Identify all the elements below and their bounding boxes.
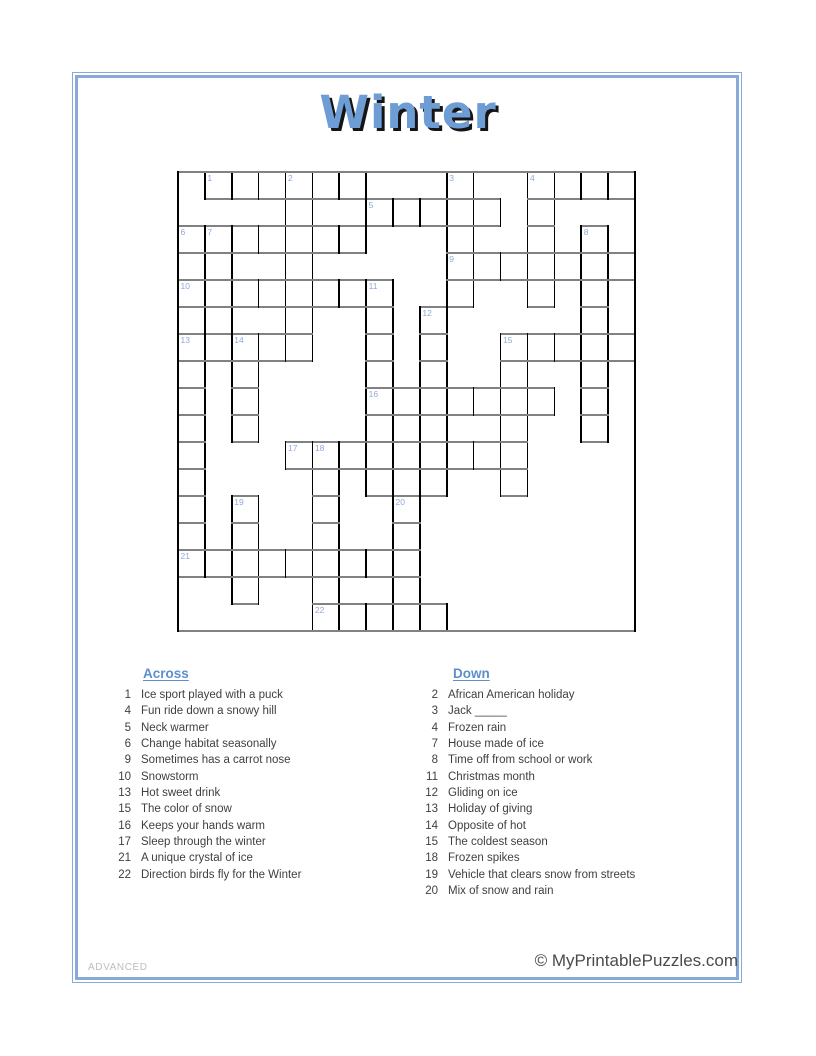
clue-text: Keeps your hands warm <box>141 819 266 832</box>
cell-number: 12 <box>422 307 432 318</box>
across-clue-row <box>105 785 405 801</box>
grid-line-v <box>177 171 179 632</box>
grid-line-v <box>607 171 609 200</box>
grid-line-v <box>365 549 367 578</box>
across-clue-list <box>105 687 405 883</box>
grid-line-h <box>177 576 205 578</box>
grid-line-h <box>285 252 313 254</box>
across-clue-row <box>105 818 405 834</box>
grid-line-v <box>258 225 260 254</box>
grid-line-v <box>258 279 260 308</box>
clue-number: 15 <box>118 803 131 816</box>
across-clue-row <box>105 752 405 768</box>
grid-line-h <box>365 495 393 497</box>
grid-line-h <box>365 306 393 308</box>
clue-text: A unique crystal of ice <box>141 852 253 865</box>
grid-line-h <box>231 603 259 605</box>
grid-line-v <box>554 171 556 308</box>
grid-line-h <box>527 306 555 308</box>
clue-number: 12 <box>425 787 438 800</box>
clue-number: 6 <box>124 738 131 751</box>
clue-text: Frozen rain <box>448 721 507 734</box>
grid-line-h <box>177 495 205 497</box>
clue-text: Sometimes has a carrot nose <box>141 754 291 767</box>
grid-line-v <box>338 279 340 308</box>
grid-line-h <box>419 333 447 335</box>
clue-number: 22 <box>118 868 131 881</box>
grid-line-h <box>177 549 421 551</box>
word-box-down <box>527 172 554 307</box>
grid-line-h <box>446 225 474 227</box>
grid-line-v <box>365 603 367 632</box>
clue-text: Jack _____ <box>448 705 507 718</box>
down-heading: Down <box>453 666 490 681</box>
cell-number: 6 <box>180 226 186 237</box>
grid-line-h <box>419 387 447 389</box>
down-clue-row <box>412 752 752 768</box>
cell-number: 16 <box>368 388 379 399</box>
clue-text: Snowstorm <box>141 770 199 783</box>
clue-number: 4 <box>124 705 131 718</box>
clue-number: 13 <box>425 803 438 816</box>
grid-line-v <box>392 495 394 632</box>
grid-line-v <box>446 171 448 308</box>
down-clue-row <box>412 834 752 850</box>
cell-number: 20 <box>395 496 405 507</box>
cell-number: 22 <box>314 604 325 615</box>
cell-number: 21 <box>180 550 190 561</box>
clue-number: 9 <box>124 754 131 767</box>
cell-number: 18 <box>314 442 325 453</box>
grid-line-v <box>365 198 367 227</box>
copyright-text: © MyPrintablePuzzles.com <box>534 951 738 970</box>
grid-line-h <box>527 279 555 281</box>
grid-line-h <box>392 549 420 551</box>
clue-number: 5 <box>124 721 131 734</box>
across-clue-row <box>105 801 405 817</box>
grid-line-v <box>473 441 475 470</box>
grid-line-h <box>204 333 232 335</box>
clue-number: 8 <box>431 754 438 767</box>
cell-number: 19 <box>234 496 244 507</box>
clue-text: Time off from school or work <box>448 754 593 767</box>
grid-line-v <box>446 603 448 632</box>
grid-line-h <box>580 306 608 308</box>
clue-text: The color of snow <box>141 803 232 816</box>
clue-number: 7 <box>431 738 438 751</box>
across-clue-row <box>105 867 405 883</box>
word-box-down <box>178 334 205 577</box>
cell-number: 15 <box>503 334 513 345</box>
clue-text: Frozen spikes <box>448 852 520 865</box>
difficulty-label: ADVANCED <box>88 962 148 973</box>
grid-line-h <box>285 225 313 227</box>
grid-line-h <box>365 468 393 470</box>
cell-number: 3 <box>449 172 455 183</box>
cell-number: 14 <box>234 334 244 345</box>
grid-line-h <box>527 252 555 254</box>
grid-line-h <box>580 279 608 281</box>
down-clue-row <box>412 883 752 899</box>
word-box-down <box>393 496 420 631</box>
grid-line-h <box>446 306 474 308</box>
grid-line-v <box>204 333 206 578</box>
word-box-down <box>205 226 232 361</box>
grid-line-h <box>580 360 608 362</box>
across-clue-row <box>105 834 405 850</box>
down-clue-row <box>412 703 752 719</box>
clue-text: Christmas month <box>448 770 535 783</box>
clue-number: 20 <box>425 885 438 898</box>
grid-line-v <box>365 171 367 200</box>
grid-line-v <box>634 171 636 632</box>
grid-line-h <box>177 468 205 470</box>
grid-line-v <box>392 198 394 227</box>
cell-number: 7 <box>207 226 213 237</box>
grid-line-h <box>285 198 313 200</box>
grid-line-h <box>419 441 447 443</box>
down-clue-row <box>412 818 752 834</box>
word-box-across <box>178 550 420 577</box>
down-clue-list <box>412 687 752 899</box>
grid-line-v <box>554 387 556 416</box>
grid-line-h <box>446 279 474 281</box>
cell-number: 8 <box>583 226 589 237</box>
grid-line-h <box>177 414 205 416</box>
clue-number: 10 <box>118 770 131 783</box>
grid-line-v <box>285 441 287 470</box>
grid-line-h <box>312 495 340 497</box>
down-clue-row <box>412 850 752 866</box>
word-box-across <box>366 199 500 226</box>
grid-line-h <box>312 549 340 551</box>
down-clue-row <box>412 867 752 883</box>
clue-number: 14 <box>425 819 438 832</box>
grid-line-h <box>365 333 393 335</box>
grid-line-h <box>392 603 420 605</box>
grid-line-h <box>365 414 393 416</box>
crossword-grid <box>178 172 636 632</box>
grid-line-h <box>177 387 205 389</box>
grid-line-h <box>177 522 205 524</box>
grid-line-v <box>338 171 340 200</box>
grid-line-h <box>527 198 555 200</box>
grid-line-h <box>580 414 608 416</box>
grid-line-h <box>500 441 528 443</box>
grid-line-h <box>231 387 259 389</box>
grid-line-v <box>204 171 206 200</box>
grid-line-h <box>177 630 636 632</box>
grid-line-h <box>392 576 420 578</box>
grid-line-h <box>365 441 393 443</box>
across-clue-row <box>105 720 405 736</box>
across-clue-row <box>105 769 405 785</box>
grid-line-h <box>285 306 313 308</box>
grid-line-h <box>231 576 259 578</box>
grid-line-v <box>285 549 287 578</box>
grid-line-h <box>204 360 232 362</box>
grid-line-h <box>285 279 313 281</box>
clue-number: 18 <box>425 852 438 865</box>
grid-line-h <box>231 549 259 551</box>
grid-line-h <box>580 252 608 254</box>
cell-number: 10 <box>180 280 190 291</box>
grid-line-h <box>204 279 232 281</box>
grid-line-h <box>419 360 447 362</box>
clue-number: 15 <box>425 836 438 849</box>
clue-number: 2 <box>431 689 438 701</box>
down-clue-row <box>412 801 752 817</box>
cell-number: 11 <box>368 280 378 291</box>
cell-number: 17 <box>288 442 298 453</box>
clue-text: Fun ride down a snowy hill <box>141 705 277 718</box>
grid-line-h <box>392 522 420 524</box>
grid-line-v <box>580 171 582 200</box>
grid-line-h <box>365 360 393 362</box>
clue-text: Holiday of giving <box>448 803 533 816</box>
clue-text: Direction birds fly for the Winter <box>141 868 302 881</box>
down-clue-row <box>412 736 752 752</box>
cell-number: 2 <box>288 172 293 183</box>
grid-line-v <box>500 198 502 227</box>
across-clue-row <box>105 687 405 703</box>
grid-line-v <box>419 198 421 227</box>
grid-line-h <box>231 360 259 362</box>
grid-line-h <box>177 576 421 578</box>
down-clue-row <box>412 720 752 736</box>
clue-text: Opposite of hot <box>448 819 526 832</box>
clue-text: African American holiday <box>448 689 575 701</box>
grid-line-h <box>580 333 608 335</box>
clue-text: Sleep through the winter <box>141 836 266 849</box>
grid-line-h <box>500 495 528 497</box>
grid-line-h <box>177 441 205 443</box>
grid-line-h <box>419 468 447 470</box>
across-clue-row <box>105 850 405 866</box>
clue-text: House made of ice <box>448 738 544 751</box>
across-clue-row <box>105 703 405 719</box>
grid-line-h <box>419 414 447 416</box>
grid-line-h <box>285 333 313 335</box>
grid-line-h <box>419 495 447 497</box>
grid-line-v <box>231 171 233 200</box>
grid-line-h <box>177 171 636 173</box>
grid-line-h <box>312 576 340 578</box>
clue-text: Vehicle that clears snow from streets <box>448 868 636 881</box>
grid-line-h <box>580 387 608 389</box>
clue-number: 4 <box>431 721 438 734</box>
cell-number: 1 <box>207 172 213 183</box>
grid-line-h <box>204 306 232 308</box>
grid-line-h <box>231 414 259 416</box>
cell-number: 5 <box>368 199 374 210</box>
grid-line-h <box>312 522 340 524</box>
grid-line-v <box>338 225 340 254</box>
grid-line-h <box>231 441 259 443</box>
down-clue-row <box>412 785 752 801</box>
grid-line-h <box>177 360 205 362</box>
grid-line-h <box>500 360 528 362</box>
clue-text: Mix of snow and rain <box>448 885 554 898</box>
clue-text: Gliding on ice <box>448 787 518 800</box>
grid-line-h <box>500 468 528 470</box>
grid-line-v <box>473 171 475 308</box>
page-title: Winter <box>319 86 497 139</box>
grid-line-h <box>285 360 313 362</box>
word-box-down <box>447 172 474 307</box>
grid-line-h <box>500 414 528 416</box>
across-clue-row <box>105 736 405 752</box>
cell-number: 13 <box>180 334 190 345</box>
grid-line-h <box>231 522 259 524</box>
clue-text: The coldest season <box>448 836 548 849</box>
grid-line-v <box>473 387 475 416</box>
grid-line-h <box>446 198 474 200</box>
grid-line-v <box>365 225 367 254</box>
cell-number: 4 <box>529 172 535 183</box>
clue-number: 11 <box>426 770 438 783</box>
clue-number: 13 <box>118 787 131 800</box>
grid-line-v <box>258 171 260 200</box>
clue-text: Change habitat seasonally <box>141 738 277 751</box>
clue-text: Hot sweet drink <box>141 787 221 800</box>
grid-line-h <box>365 225 501 227</box>
clue-number: 21 <box>118 852 131 865</box>
grid-line-v <box>500 252 502 281</box>
clue-number: 17 <box>118 836 131 849</box>
grid-line-v <box>554 333 556 362</box>
clue-number: 1 <box>124 689 131 701</box>
grid-line-h <box>500 387 528 389</box>
clue-text: Ice sport played with a puck <box>141 689 283 701</box>
clue-number: 3 <box>431 705 438 718</box>
grid-line-h <box>365 198 501 200</box>
clue-number: 16 <box>118 819 131 832</box>
down-clue-row <box>412 687 752 703</box>
grid-line-v <box>527 171 529 308</box>
across-heading: Across <box>143 666 189 681</box>
cell-number: 9 <box>449 253 455 264</box>
grid-line-h <box>580 441 608 443</box>
clue-number: 19 <box>425 868 438 881</box>
grid-line-h <box>312 468 340 470</box>
grid-line-h <box>527 225 555 227</box>
grid-line-h <box>204 252 232 254</box>
down-clue-row <box>412 769 752 785</box>
grid-line-v <box>419 495 421 632</box>
clue-text: Neck warmer <box>141 721 209 734</box>
